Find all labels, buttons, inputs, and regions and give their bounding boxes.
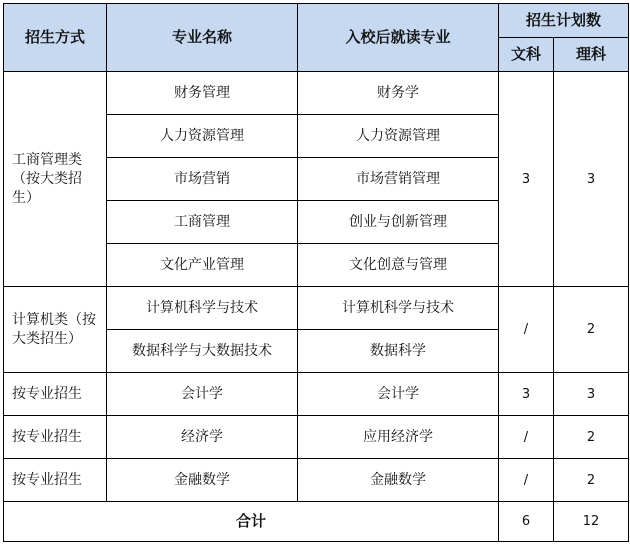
header-method: 招生方式 xyxy=(4,4,107,72)
science-count-cell: 2 xyxy=(554,416,629,459)
table-header xyxy=(4,4,629,72)
method-cell: 计算机类（按大类招生） xyxy=(4,287,107,373)
arts-count-cell: / xyxy=(499,416,554,459)
enrolled-major-cell: 数据科学 xyxy=(298,330,499,373)
science-count-cell: 2 xyxy=(554,459,629,502)
header-science: 理科 xyxy=(554,38,629,72)
major-cell: 工商管理 xyxy=(107,201,298,244)
enrollment-plan-table xyxy=(3,3,629,542)
major-cell: 会计学 xyxy=(107,373,298,416)
method-cell: 按专业招生 xyxy=(4,373,107,416)
total-arts-cell: 6 xyxy=(499,502,554,542)
enrolled-major-cell: 应用经济学 xyxy=(298,416,499,459)
enrolled-major-cell: 文化创意与管理 xyxy=(298,244,499,287)
science-count-cell: 2 xyxy=(554,287,629,373)
table-row xyxy=(4,287,629,330)
enrolled-major-cell: 创业与创新管理 xyxy=(298,201,499,244)
table-row xyxy=(4,72,629,115)
major-cell: 财务管理 xyxy=(107,72,298,115)
science-count-cell: 3 xyxy=(554,72,629,287)
arts-count-cell: / xyxy=(499,287,554,373)
table-row xyxy=(4,416,629,459)
total-row xyxy=(4,502,629,542)
total-science-cell: 12 xyxy=(554,502,629,542)
enrolled-major-cell: 市场营销管理 xyxy=(298,158,499,201)
method-cell: 按专业招生 xyxy=(4,459,107,502)
enrolled-major-cell: 财务学 xyxy=(298,72,499,115)
arts-count-cell: 3 xyxy=(499,373,554,416)
table-body xyxy=(4,72,629,542)
header-row xyxy=(4,4,629,38)
total-label: 合计 xyxy=(4,502,499,542)
enrolled-major-cell: 计算机科学与技术 xyxy=(298,287,499,330)
table-row xyxy=(4,373,629,416)
method-cell: 按专业招生 xyxy=(4,416,107,459)
header-enrolled-major: 入校后就读专业 xyxy=(298,4,499,72)
header-major: 专业名称 xyxy=(107,4,298,72)
major-cell: 金融数学 xyxy=(107,459,298,502)
method-cell: 工商管理类（按大类招生） xyxy=(4,72,107,287)
enrolled-major-cell: 会计学 xyxy=(298,373,499,416)
major-cell: 文化产业管理 xyxy=(107,244,298,287)
arts-count-cell: 3 xyxy=(499,72,554,287)
major-cell: 计算机科学与技术 xyxy=(107,287,298,330)
arts-count-cell: / xyxy=(499,459,554,502)
header-arts: 文科 xyxy=(499,38,554,72)
header-plan-count: 招生计划数 xyxy=(499,4,629,38)
major-cell: 市场营销 xyxy=(107,158,298,201)
major-cell: 经济学 xyxy=(107,416,298,459)
science-count-cell: 3 xyxy=(554,373,629,416)
table-row xyxy=(4,459,629,502)
enrolled-major-cell: 人力资源管理 xyxy=(298,115,499,158)
major-cell: 人力资源管理 xyxy=(107,115,298,158)
enrolled-major-cell: 金融数学 xyxy=(298,459,499,502)
major-cell: 数据科学与大数据技术 xyxy=(107,330,298,373)
